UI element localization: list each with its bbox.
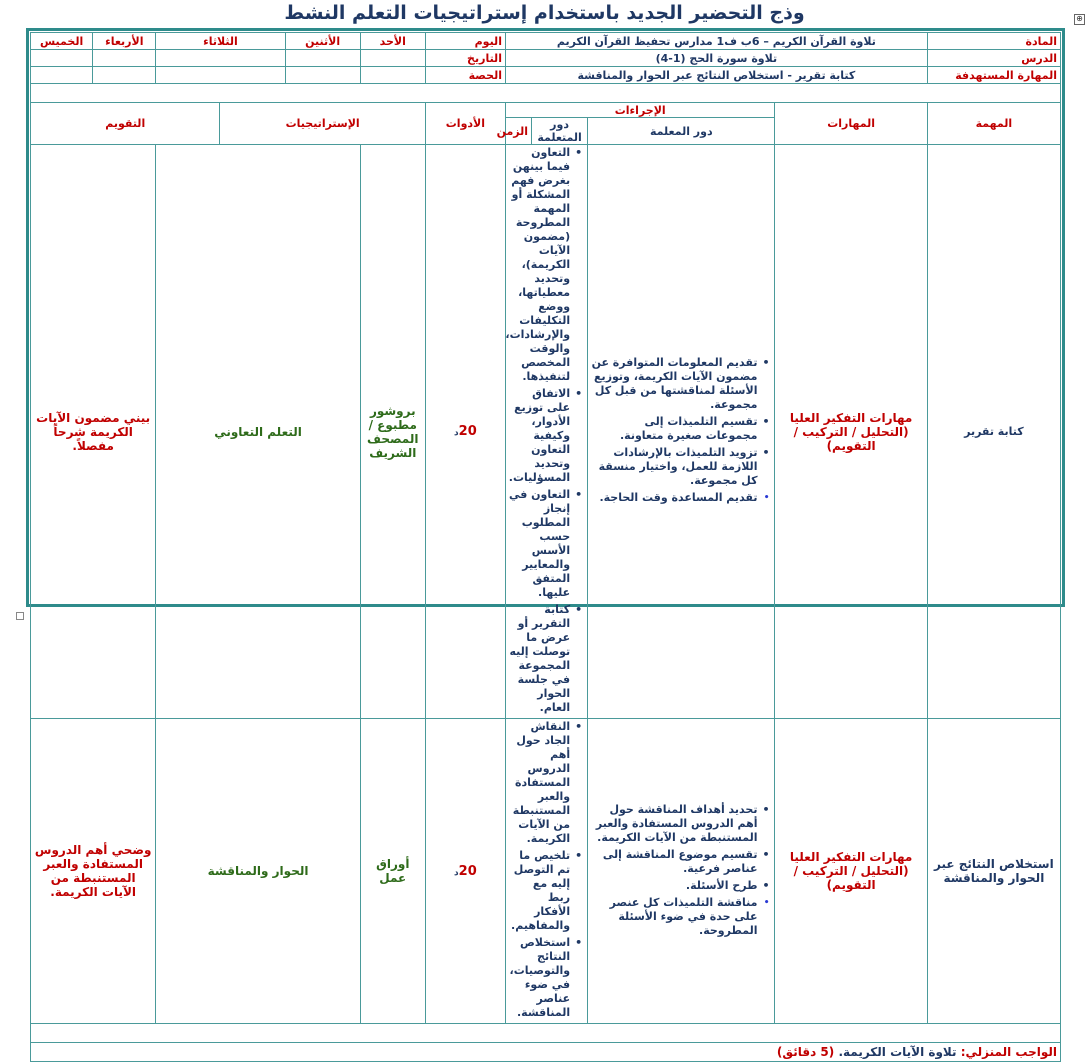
time-unit: د — [454, 428, 459, 438]
table-row — [31, 145, 1061, 719]
period-cell-monday — [285, 67, 360, 84]
skill-value: كتابة تقرير - استخلاص النتائج عبر الحوار والمناقشة — [505, 67, 927, 84]
date-cell-tuesday — [156, 50, 285, 67]
header-time: الزمن — [505, 118, 531, 145]
teacher-role-cell — [588, 145, 775, 719]
time-value: 20 — [458, 863, 477, 879]
day-label: اليوم — [425, 33, 505, 50]
teacher-role-list — [591, 803, 771, 938]
list-item: • تزويد التلميذات بالإرشادات اللازمة للعمل، واختيار منسقة كل مجموعة. — [591, 446, 757, 488]
teacher-role-list — [591, 356, 771, 505]
list-item: • التعاون فيما بينهن بغرض فهم المشكلة أو المهمة المطروحة (مضمون الآيات الكريمة)، وتحديد معطياتها، ووضع التكليفات والإرشادات، والوقت المخصص لتنفيذها. — [509, 146, 570, 384]
list-item: • النقاش الجاد حول أهم الدروس المستفادة والعبر المستنبطة من الآيات الكريمة. — [509, 720, 570, 846]
period-cell-thursday — [31, 67, 93, 84]
task-cell: استخلاص النتائج عبر الحوار والمناقشة — [927, 719, 1060, 1024]
period-cell-tuesday — [156, 67, 285, 84]
homework-duration: (5 دقائق) — [776, 1045, 835, 1059]
info-row-skill — [31, 67, 1061, 84]
lesson-plan-table — [30, 32, 1061, 1062]
header-row-1 — [31, 103, 1061, 118]
student-role-list — [509, 720, 584, 1020]
tools-cell: بروشور مطبوع / المصحف الشريف — [360, 145, 425, 719]
spacer-cell — [31, 84, 1061, 103]
list-item: • تحديد أهداف المناقشة حول أهم الدروس المستفادة والعبر المستنبطة من الآيات الكريمة. — [591, 803, 757, 845]
list-item: • كتابة التقرير أو عرض ما توصلت إليه المجموعة في جلسة الحوار العام. — [509, 603, 570, 715]
day-thursday: الخميس — [31, 33, 93, 50]
info-row-lesson — [31, 50, 1061, 67]
time-unit: د — [454, 867, 459, 878]
table-row — [31, 719, 1061, 1024]
time-value: 20 — [458, 424, 477, 439]
date-cell-wednesday — [93, 50, 156, 67]
header-evaluation: التقويم — [31, 103, 220, 145]
table-resize-handle-icon[interactable] — [16, 612, 24, 620]
info-row-subject — [31, 33, 1061, 50]
list-item: • تقسيم التلميذات إلى مجموعات صغيرة متعاونة. — [591, 415, 757, 443]
student-role-list — [505, 146, 584, 715]
list-item: • طرح الأسئلة. — [591, 879, 757, 893]
header-strategies: الإستراتيجيات — [220, 103, 425, 145]
lesson-label: الدرس — [927, 50, 1060, 67]
homework-row — [31, 1043, 1061, 1062]
task-cell: كتابة تقرير — [927, 145, 1060, 719]
tools-cell: أوراق عمل — [360, 719, 425, 1024]
header-skills: المهارات — [775, 103, 927, 145]
header-task: المهمة — [927, 103, 1060, 145]
header-procedures: الإجراءات — [505, 103, 775, 118]
time-cell — [425, 719, 505, 1024]
lesson-plan-frame — [26, 28, 1065, 1059]
strategy-cell: الحوار والمناقشة — [156, 719, 360, 1024]
list-item: • تقديم المعلومات المتوافرة عن مضمون الآيات الكريمة، وتوزيع الأسئلة لمناقشتها من قبل كل مجموعة. — [591, 356, 757, 412]
evaluation-cell: وضحي أهم الدروس المستفادة والعبر المستنبطة من الآيات الكريمة. — [31, 719, 156, 1024]
list-item: • التعاون في إنجاز المطلوب حسب الأسس والمعايير المتفق عليها. — [509, 488, 570, 600]
teacher-role-cell — [588, 719, 775, 1024]
homework-label: الواجب المنزلي: — [960, 1045, 1057, 1059]
skill-label: المهارة المستهدفة — [927, 67, 1060, 84]
spacer-row — [31, 1024, 1061, 1043]
evaluation-cell: بيني مضمون الآيات الكريمة شرحاً مفصلاً. — [31, 145, 156, 719]
list-item: • مناقشة التلميذات كل عنصر على حدة في ضوء الأسئلة المطروحة. — [591, 896, 757, 938]
strategy-cell: التعلم التعاوني — [156, 145, 360, 719]
subject-value: تلاوة القرآن الكريم – 6ب ف1 مدارس تحفيظ القرآن الكريم — [505, 33, 927, 50]
header-teacher-role: دور المعلمة — [588, 118, 775, 145]
subject-label: المادة — [927, 33, 1060, 50]
header-student-role: دور المتعلمة — [532, 118, 588, 145]
list-item: • استخلاص النتائج والتوصيات، في ضوء عناصر المناقشة. — [509, 936, 570, 1020]
date-label: التاريخ — [425, 50, 505, 67]
date-cell-monday — [285, 50, 360, 67]
date-cell-sunday — [360, 50, 425, 67]
date-cell-thursday — [31, 50, 93, 67]
day-wednesday: الأربعاء — [93, 33, 156, 50]
day-monday: الأثنين — [285, 33, 360, 50]
day-tuesday: الثلاثاء — [156, 33, 285, 50]
period-cell-wednesday — [93, 67, 156, 84]
skills-cell: مهارات التفكير العليا (التحليل / التركيب / التقويم) — [775, 719, 927, 1024]
header-tools: الأدوات — [425, 103, 505, 145]
homework-cell — [31, 1043, 1061, 1062]
period-cell-sunday — [360, 67, 425, 84]
list-item: • تقديم المساعدة وقت الحاجة. — [591, 491, 757, 505]
spacer-row — [31, 84, 1061, 103]
list-item: • تلخيص ما تم التوصل إليه مع ربط الأفكار والمفاهيم. — [509, 849, 570, 933]
homework-text: تلاوة الآيات الكريمة. — [838, 1045, 957, 1059]
student-role-cell — [505, 719, 587, 1024]
list-item: • الاتفاق على توزيع الأدوار، وكيفية التعاون وتحديد المسؤليات. — [509, 387, 570, 485]
table-move-handle-icon[interactable]: ⊕ — [1074, 14, 1085, 25]
skills-cell: مهارات التفكير العليا (التحليل / التركيب / التقويم) — [775, 145, 927, 719]
page-title: وذج التحضير الجديد باستخدام إستراتيجيات التعلم النشط — [284, 2, 805, 24]
day-sunday: الأحد — [360, 33, 425, 50]
lesson-value: تلاوة سورة الحج (1-4) — [505, 50, 927, 67]
time-cell — [425, 145, 505, 719]
student-role-cell — [505, 145, 587, 719]
spacer-cell — [31, 1024, 1061, 1043]
period-label: الحصة — [425, 67, 505, 84]
list-item: • تقسيم موضوع المناقشة إلى عناصر فرعية. — [591, 848, 757, 876]
